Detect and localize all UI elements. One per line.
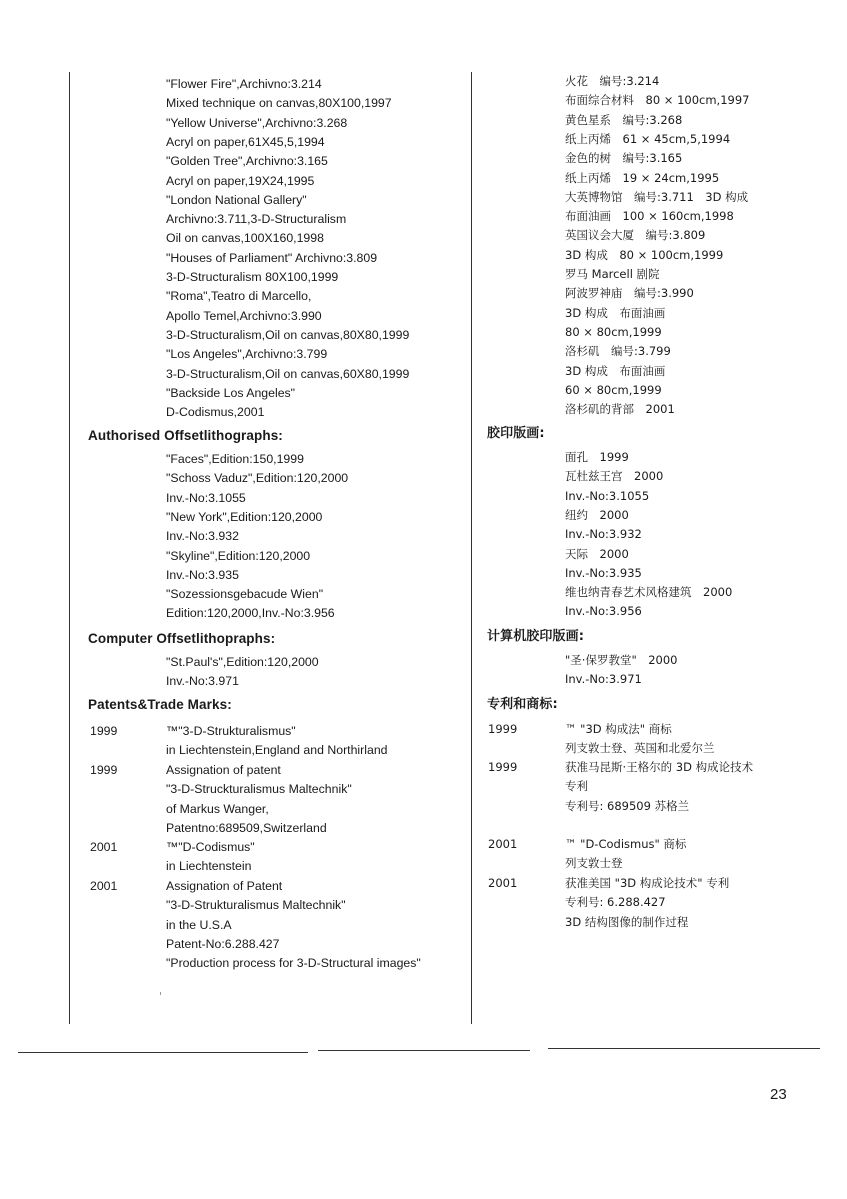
computer-entry-line: "圣·保罗教堂" 2000	[565, 653, 678, 667]
patent-detail-line: Assignation of Patent	[166, 879, 283, 893]
patent-detail-line: 获准美国 "3D 构成论技术" 专利	[565, 876, 730, 890]
patent-detail-line: Patent-No:6.288.427	[166, 936, 280, 951]
work-entry-line: Mixed technique on canvas,80X100,1997	[166, 96, 392, 111]
work-entry-line: 火花 编号:3.214	[565, 74, 660, 88]
offset-entry-line: 瓦杜兹王宫 2000	[565, 469, 664, 484]
offset-entry-line: "Faces",Edition:150,1999	[166, 452, 304, 466]
offset-entry-line: Inv.-No:3.1055	[565, 488, 650, 503]
computer-entry-line: "St.Paul's",Edition:120,2000	[166, 655, 319, 669]
work-entry-line: 纸上丙烯 19 × 24cm,1995	[565, 170, 720, 185]
patent-detail-line: "Production process for 3-D-Structural images"	[166, 956, 421, 971]
work-entry-line: Archivno:3.711,3-D-Structuralism	[166, 212, 347, 227]
work-entry-line: 60 × 80cm,1999	[565, 382, 662, 397]
computer-entry-line: Inv.-No:3.971	[565, 672, 642, 687]
offset-entry-line: 维也纳青春艺术风格建筑 2000	[565, 585, 733, 600]
patent-detail-line: 3D 结构图像的制作过程	[565, 914, 689, 929]
patent-detail-line: of Markus Wanger,	[166, 801, 269, 816]
patent-year: 2001	[90, 879, 118, 893]
patent-year: 1999	[90, 724, 118, 738]
patent-detail-line: in Liechtenstein,England and Northirland	[166, 743, 388, 758]
work-entry-line: "Flower Fire",Archivno:3.214	[166, 77, 322, 91]
work-entry-line: 布面油画 100 × 160cm,1998	[565, 209, 734, 224]
footer-rule	[548, 1048, 820, 1049]
scan-speck	[160, 992, 161, 995]
patent-detail-line: ™"3-D-Strukturalismus"	[166, 724, 296, 738]
section-heading-patents: Patents&Trade Marks:	[88, 697, 232, 712]
work-entry-line: Acryl on paper,61X45,5,1994	[166, 134, 325, 149]
section-heading-computer: 计算机胶印版画:	[487, 629, 584, 644]
work-entry-line: "Roma",Teatro di Marcello,	[166, 289, 312, 304]
work-entry-line: "Golden Tree",Archivno:3.165	[166, 154, 328, 169]
patent-detail-line: 专利	[565, 779, 588, 794]
offset-entry-line: Inv.-No:3.956	[565, 604, 642, 619]
work-entry-line: 大英博物馆 编号:3.711 3D 构成	[565, 189, 749, 204]
work-entry-line: 英国议会大厦 编号:3.809	[565, 228, 706, 243]
section-heading-offset: Authorised Offsetlithographs:	[88, 428, 283, 443]
offset-entry-line: Inv.-No:3.932	[565, 527, 642, 542]
patent-detail-line: ™"D-Codismus"	[166, 840, 255, 854]
page-number: 23	[770, 1086, 787, 1103]
patent-detail-line: 专利号: 689509 苏格兰	[565, 798, 690, 813]
work-entry-line: 3-D-Structuralism,Oil on canvas,60X80,1999	[166, 366, 410, 381]
patent-detail-line: Patentno:689509,Switzerland	[166, 820, 327, 835]
work-entry-line: 纸上丙烯 61 × 45cm,5,1994	[565, 131, 731, 146]
work-entry-line: "Backside Los Angeles"	[166, 385, 296, 400]
patent-year: 2001	[90, 840, 118, 854]
offset-entry-line: "New York",Edition:120,2000	[166, 509, 323, 524]
footer-rule	[318, 1050, 530, 1051]
footer-rule	[18, 1052, 308, 1053]
work-entry-line: 洛杉矶的背部 2001	[565, 402, 675, 417]
work-entry-line: 3D 构成 80 × 100cm,1999	[565, 247, 724, 262]
work-entry-line: 黄色星系 编号:3.268	[565, 112, 683, 127]
offset-entry-line: "Skyline",Edition:120,2000	[166, 548, 311, 563]
offset-entry-line: Inv.-No:3.1055	[166, 490, 246, 505]
work-entry-line: "Yellow Universe",Archivno:3.268	[166, 115, 348, 130]
patent-detail-line: ™ "D-Codismus" 商标	[565, 837, 687, 851]
work-entry-line: 布面综合材料 80 × 100cm,1997	[565, 93, 750, 108]
patent-detail-line: "3-D-Strukturalismus Maltechnik"	[166, 898, 346, 913]
patent-detail-line: 列支敦士登	[565, 856, 623, 871]
section-heading-patents: 专利和商标:	[487, 697, 558, 712]
patent-detail-line: 列支敦士登、英国和北爱尔兰	[565, 741, 715, 756]
center-column-rule	[471, 72, 472, 1024]
work-entry-line: Acryl on paper,19X24,1995	[166, 173, 315, 188]
work-entry-line: "Houses of Parliament" Archivno:3.809	[166, 250, 378, 265]
patent-year: 1999	[488, 722, 518, 736]
offset-entry-line: 面孔 1999	[565, 450, 629, 464]
patent-detail-line: 获准马昆斯·王格尔的 3D 构成论技术	[565, 760, 754, 774]
patent-year: 2001	[488, 876, 518, 890]
work-entry-line: Apollo Temel,Archivno:3.990	[166, 308, 322, 323]
patent-detail-line: ™ "3D 构成法" 商标	[565, 722, 672, 736]
work-entry-line: 3-D-Structuralism 80X100,1999	[166, 270, 339, 284]
work-entry-line: 3-D-Structuralism,Oil on canvas,80X80,1999	[166, 327, 410, 342]
work-entry-line: 3D 构成 布面油画	[565, 305, 666, 320]
patent-year: 1999	[488, 760, 518, 774]
work-entry-line: "London National Gallery"	[166, 192, 307, 207]
work-entry-line: D-Codismus,2001	[166, 405, 265, 420]
patent-detail-line: "3-D-Struckturalismus Maltechnik"	[166, 782, 352, 797]
work-entry-line: 洛杉矶 编号:3.799	[565, 344, 671, 359]
work-entry-line: "Los Angeles",Archivno:3.799	[166, 347, 328, 362]
work-entry-line: Oil on canvas,100X160,1998	[166, 231, 324, 246]
offset-entry-line: 纽约 2000	[565, 507, 629, 522]
offset-entry-line: Inv.-No:3.935	[565, 565, 642, 580]
patent-detail-line: 专利号: 6.288.427	[565, 895, 666, 910]
work-entry-line: 罗马 Marcell 剧院	[565, 267, 660, 281]
work-entry-line: 阿波罗神庙 编号:3.990	[565, 286, 694, 301]
patent-detail-line: in the U.S.A	[166, 917, 232, 932]
section-heading-offset: 胶印版画:	[487, 426, 545, 441]
patent-detail-line: Assignation of patent	[166, 763, 281, 777]
work-entry-line: 3D 构成 布面油画	[565, 363, 666, 378]
work-entry-line: 金色的树 编号:3.165	[565, 151, 683, 166]
patent-detail-line: in Liechtenstein	[166, 859, 252, 874]
offset-entry-line: Inv.-No:3.932	[166, 529, 239, 544]
patent-year: 1999	[90, 763, 118, 777]
work-entry-line: 80 × 80cm,1999	[565, 324, 662, 339]
patent-year: 2001	[488, 837, 518, 851]
computer-entry-line: Inv.-No:3.971	[166, 674, 239, 689]
offset-entry-line: Inv.-No:3.935	[166, 567, 239, 582]
offset-entry-line: "Sozessionsgebacude Wien"	[166, 587, 324, 602]
offset-entry-line: "Schoss Vaduz",Edition:120,2000	[166, 471, 349, 486]
offset-entry-line: Edition:120,2000,Inv.-No:3.956	[166, 606, 335, 621]
left-column-rule	[69, 72, 70, 1024]
section-heading-computer: Computer Offsetlithopraphs:	[88, 631, 276, 646]
offset-entry-line: 天际 2000	[565, 546, 629, 561]
